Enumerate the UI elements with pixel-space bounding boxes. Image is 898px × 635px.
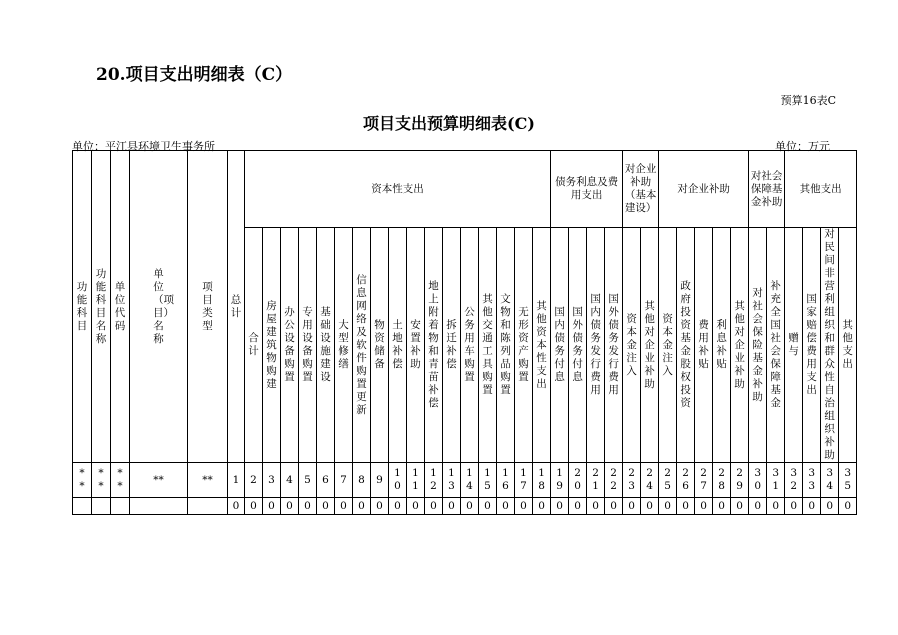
table-cell	[130, 498, 188, 515]
table-cell	[425, 498, 443, 515]
sub-column-header	[371, 228, 389, 463]
header-label: 对民间非营利组织和群众性自治组织补助	[824, 228, 835, 461]
unit-organization: 单位：平江县环境卫生事务所	[72, 140, 215, 153]
cell-value: 12	[430, 467, 437, 492]
sub-column-header	[785, 228, 803, 463]
cell-value: 0	[628, 499, 635, 512]
cell-value: 0	[466, 499, 473, 512]
table-cell	[677, 463, 695, 498]
table-cell	[587, 498, 605, 515]
table-cell	[353, 498, 371, 515]
header-label: 资本金注入	[662, 312, 673, 377]
group-header	[785, 151, 857, 228]
table-cell	[623, 498, 641, 515]
cell-value: 5	[304, 473, 311, 486]
table-cell	[569, 463, 587, 498]
group-header	[659, 151, 749, 228]
cell-value: 23	[628, 467, 635, 492]
sub-column-header	[245, 228, 263, 463]
table-cell	[371, 463, 389, 498]
table-cell	[803, 463, 821, 498]
cell-value: 35	[844, 467, 852, 492]
cell-value: 2	[250, 473, 257, 486]
table-cell	[111, 498, 130, 515]
cell-value: 0	[556, 499, 563, 512]
table-cell	[92, 463, 111, 498]
cell-value: 0	[538, 499, 545, 512]
table-cell	[785, 463, 803, 498]
header-label: 资本金注入	[626, 312, 637, 377]
sub-column-header	[641, 228, 659, 463]
sub-column-header	[839, 228, 857, 463]
header-label: 物资储备	[374, 319, 385, 370]
header-label: 大型修缮	[338, 319, 349, 370]
header-label: 单位代码	[114, 280, 126, 332]
table-cell	[389, 463, 407, 498]
cell-value: 0	[826, 499, 834, 512]
table-cell	[821, 463, 839, 498]
header-label: 总计	[230, 293, 242, 319]
cell-value: 0	[412, 499, 419, 512]
cell-value: 0	[520, 499, 527, 512]
sub-column-header	[695, 228, 713, 463]
group-label: 其他支出	[799, 182, 842, 195]
group-label: 对企业补助（基本建设）	[624, 163, 657, 214]
sub-column-header	[623, 228, 641, 463]
header-label: 其他支出	[842, 319, 853, 370]
cell-value: 0	[790, 499, 798, 512]
table-code: 预算16表C	[780, 94, 836, 107]
table-cell	[551, 463, 569, 498]
table-cell	[299, 498, 317, 515]
table-cell	[695, 498, 713, 515]
cell-value: 0	[430, 499, 437, 512]
group-label: 债务利息及费用支出	[555, 176, 619, 201]
cell-value: 0	[232, 499, 240, 512]
header-label: 对社会保险基金补助	[752, 286, 763, 403]
sub-column-header	[749, 228, 767, 463]
cell-value: 8	[358, 473, 365, 486]
table-cell	[188, 498, 228, 515]
sub-column-header	[821, 228, 839, 463]
sub-column-header	[353, 228, 371, 463]
budget-table	[72, 150, 857, 515]
table-cell	[533, 498, 551, 515]
header-label: 单位（项目）名称	[152, 267, 174, 345]
sub-column-header	[677, 228, 695, 463]
table-cell	[353, 463, 371, 498]
cell-value: 29	[736, 467, 743, 492]
cell-value: 0	[358, 499, 365, 512]
header-label: 其他对企业补助	[734, 299, 745, 390]
table-cell	[317, 498, 335, 515]
table-cell	[479, 463, 497, 498]
unit-currency: 单位：万元	[775, 140, 830, 153]
header-label: 利息补贴	[716, 319, 727, 370]
cell-value: 24	[646, 467, 653, 492]
table-cell	[245, 498, 263, 515]
header-label: 公务用车购置	[464, 306, 475, 383]
table-cell	[713, 463, 731, 498]
cell-value: 0	[808, 499, 816, 512]
cell-value: 30	[754, 467, 762, 492]
table-cell	[425, 463, 443, 498]
cell-value: **	[98, 467, 104, 492]
cell-value: 27	[700, 467, 707, 492]
cell-value: 9	[376, 473, 383, 486]
cell-value: 6	[322, 473, 329, 486]
table-cell	[92, 498, 111, 515]
cell-value: 22	[610, 467, 617, 492]
cell-value: 18	[538, 467, 545, 492]
sub-column-header	[713, 228, 731, 463]
cell-value: 0	[448, 499, 455, 512]
cell-value: 10	[394, 467, 401, 492]
header-label: 费用补贴	[698, 319, 709, 370]
cell-value: 20	[574, 467, 581, 492]
table-cell	[263, 463, 281, 498]
cell-value: 0	[340, 499, 347, 512]
header-label: 文物和陈列品购置	[500, 293, 511, 396]
cell-value: 3	[268, 473, 275, 486]
header-label: 功能科目名称	[95, 267, 107, 345]
table-cell	[299, 463, 317, 498]
sub-column-header	[317, 228, 335, 463]
table-cell	[515, 498, 533, 515]
table-cell	[228, 463, 245, 498]
header-label: 办公设备购置	[284, 306, 295, 383]
table-cell	[767, 463, 785, 498]
table-cell	[335, 498, 353, 515]
table-cell	[228, 498, 245, 515]
sub-column-header	[551, 228, 569, 463]
cell-value: 25	[664, 467, 671, 492]
header-label: 其他对企业补助	[644, 299, 655, 390]
header-label: 土地补偿	[392, 319, 403, 370]
cell-value: **	[202, 473, 213, 486]
table-cell	[443, 463, 461, 498]
sub-column-header	[389, 228, 407, 463]
cell-value: 0	[772, 499, 780, 512]
table-cell	[803, 498, 821, 515]
table-cell	[461, 463, 479, 498]
cell-value: 0	[394, 499, 401, 512]
group-header	[551, 151, 623, 228]
sub-column-header	[803, 228, 821, 463]
table-cell	[515, 463, 533, 498]
table-cell	[533, 463, 551, 498]
cell-value: 0	[592, 499, 599, 512]
header-label: 政府投资基金股权投资	[680, 280, 691, 409]
sub-column-header	[497, 228, 515, 463]
cell-value: **	[117, 467, 123, 492]
cell-value: 1	[232, 473, 240, 486]
table-cell	[551, 498, 569, 515]
header-label: 专用设备购置	[302, 306, 313, 383]
table-cell	[281, 463, 299, 498]
cell-value: 0	[304, 499, 311, 512]
table-cell	[479, 498, 497, 515]
cell-value: 32	[790, 467, 798, 492]
table-cell	[461, 498, 479, 515]
sub-column-header	[731, 228, 749, 463]
cell-value: 0	[682, 499, 689, 512]
header-label: 国家赔偿费用支出	[806, 293, 817, 396]
table-cell	[821, 498, 839, 515]
sub-column-header	[587, 228, 605, 463]
table-cell	[713, 498, 731, 515]
sub-column-header	[767, 228, 785, 463]
table-cell	[263, 498, 281, 515]
cell-value: 21	[592, 467, 599, 492]
cell-value: 26	[682, 467, 689, 492]
table-cell	[371, 498, 389, 515]
table-cell	[73, 463, 92, 498]
cell-value: 0	[610, 499, 617, 512]
header-label: 其他交通工具购置	[482, 293, 493, 396]
table-cell	[73, 498, 92, 515]
header-label: 项目类型	[202, 280, 213, 332]
table-cell	[497, 463, 515, 498]
header-label: 拆迁补偿	[446, 319, 457, 370]
fixed-column-header	[73, 151, 92, 463]
header-label: 合计	[248, 332, 259, 357]
cell-value: 0	[646, 499, 653, 512]
header-label: 其他资本性支出	[536, 299, 547, 390]
header-label: 无形资产购置	[518, 306, 529, 383]
table-cell	[659, 463, 677, 498]
sub-column-header	[335, 228, 353, 463]
cell-value: 0	[250, 499, 257, 512]
cell-value: 0	[844, 499, 852, 512]
cell-value: 17	[520, 467, 527, 492]
cell-value: 0	[484, 499, 491, 512]
sub-column-header	[659, 228, 677, 463]
table-cell	[111, 463, 130, 498]
sub-column-header	[299, 228, 317, 463]
table-cell	[407, 463, 425, 498]
table-cell	[569, 498, 587, 515]
cell-value: 28	[718, 467, 725, 492]
header-label: 国内债务发行费用	[590, 293, 601, 396]
cell-value: 0	[718, 499, 725, 512]
table-cell	[623, 463, 641, 498]
table-cell	[443, 498, 461, 515]
cell-value: 33	[808, 467, 816, 492]
table-cell	[731, 463, 749, 498]
table-cell	[407, 498, 425, 515]
cell-value: 0	[502, 499, 509, 512]
cell-value: 0	[322, 499, 329, 512]
fixed-column-header	[92, 151, 111, 463]
header-label: 国内债务付息	[554, 306, 565, 383]
cell-value: 14	[466, 467, 473, 492]
table-cell	[839, 463, 857, 498]
table-cell	[785, 498, 803, 515]
sub-column-header	[425, 228, 443, 463]
cell-value: 0	[376, 499, 383, 512]
table-cell	[749, 463, 767, 498]
sub-column-header	[407, 228, 425, 463]
table-cell	[659, 498, 677, 515]
cell-value: **	[79, 467, 85, 492]
sub-column-header	[533, 228, 551, 463]
header-label: 基础设施建设	[320, 306, 331, 383]
group-header	[245, 151, 551, 228]
table-cell	[839, 498, 857, 515]
cell-value: **	[153, 473, 164, 486]
sub-column-header	[263, 228, 281, 463]
cell-value: 19	[556, 467, 563, 492]
header-label: 安置补助	[410, 319, 421, 370]
cell-value: 0	[574, 499, 581, 512]
table-cell	[587, 463, 605, 498]
cell-value: 0	[700, 499, 707, 512]
fixed-column-header	[111, 151, 130, 463]
header-label: 房屋建筑物购建	[266, 299, 277, 390]
table-cell	[497, 498, 515, 515]
header-label: 功能科目	[76, 280, 88, 332]
cell-value: 0	[286, 499, 293, 512]
header-label: 赠与	[788, 332, 799, 357]
cell-value: 11	[412, 467, 419, 492]
table-cell	[130, 463, 188, 498]
cell-value: 31	[772, 467, 780, 492]
cell-value: 7	[340, 473, 347, 486]
table-cell	[389, 498, 407, 515]
table-cell	[335, 463, 353, 498]
cell-value: 15	[484, 467, 491, 492]
table-cell	[317, 463, 335, 498]
fixed-column-header	[228, 151, 245, 463]
table-cell	[695, 463, 713, 498]
header-label: 国外债务发行费用	[608, 293, 619, 396]
group-header	[749, 151, 785, 228]
fixed-column-header	[130, 151, 188, 463]
sub-column-header	[461, 228, 479, 463]
group-label: 对企业补助	[677, 182, 730, 195]
table-cell	[281, 498, 299, 515]
table-cell	[731, 498, 749, 515]
cell-value: 34	[826, 467, 834, 492]
group-label: 资本性支出	[371, 182, 424, 195]
cell-value: 0	[736, 499, 743, 512]
group-header	[623, 151, 659, 228]
sub-column-header	[515, 228, 533, 463]
header-label: 地上附着物和青苗补偿	[428, 280, 439, 409]
cell-value: 4	[286, 473, 293, 486]
sub-column-header	[443, 228, 461, 463]
table-cell	[641, 463, 659, 498]
sub-column-header	[605, 228, 623, 463]
sub-column-header	[569, 228, 587, 463]
table-cell	[605, 463, 623, 498]
table-cell	[641, 498, 659, 515]
table-cell	[605, 498, 623, 515]
fixed-column-header	[188, 151, 228, 463]
cell-value: 0	[268, 499, 275, 512]
table-cell	[767, 498, 785, 515]
table-cell	[245, 463, 263, 498]
cell-value: 0	[754, 499, 762, 512]
cell-value: 13	[448, 467, 455, 492]
header-label: 信息网络及软件购置更新	[356, 273, 367, 416]
sub-column-header	[281, 228, 299, 463]
section-heading: 20.项目支出明细表（C）	[96, 65, 293, 85]
table-cell	[749, 498, 767, 515]
group-label: 对社会保障基金补助	[750, 169, 783, 208]
table-cell	[188, 463, 228, 498]
table-cell	[677, 498, 695, 515]
header-label: 国外债务付息	[572, 306, 583, 383]
sub-column-header	[479, 228, 497, 463]
cell-value: 0	[664, 499, 671, 512]
cell-value: 16	[502, 467, 509, 492]
table-title: 项目支出预算明细表(C)	[363, 114, 535, 133]
header-label: 补充全国社会保障基金	[770, 280, 781, 409]
